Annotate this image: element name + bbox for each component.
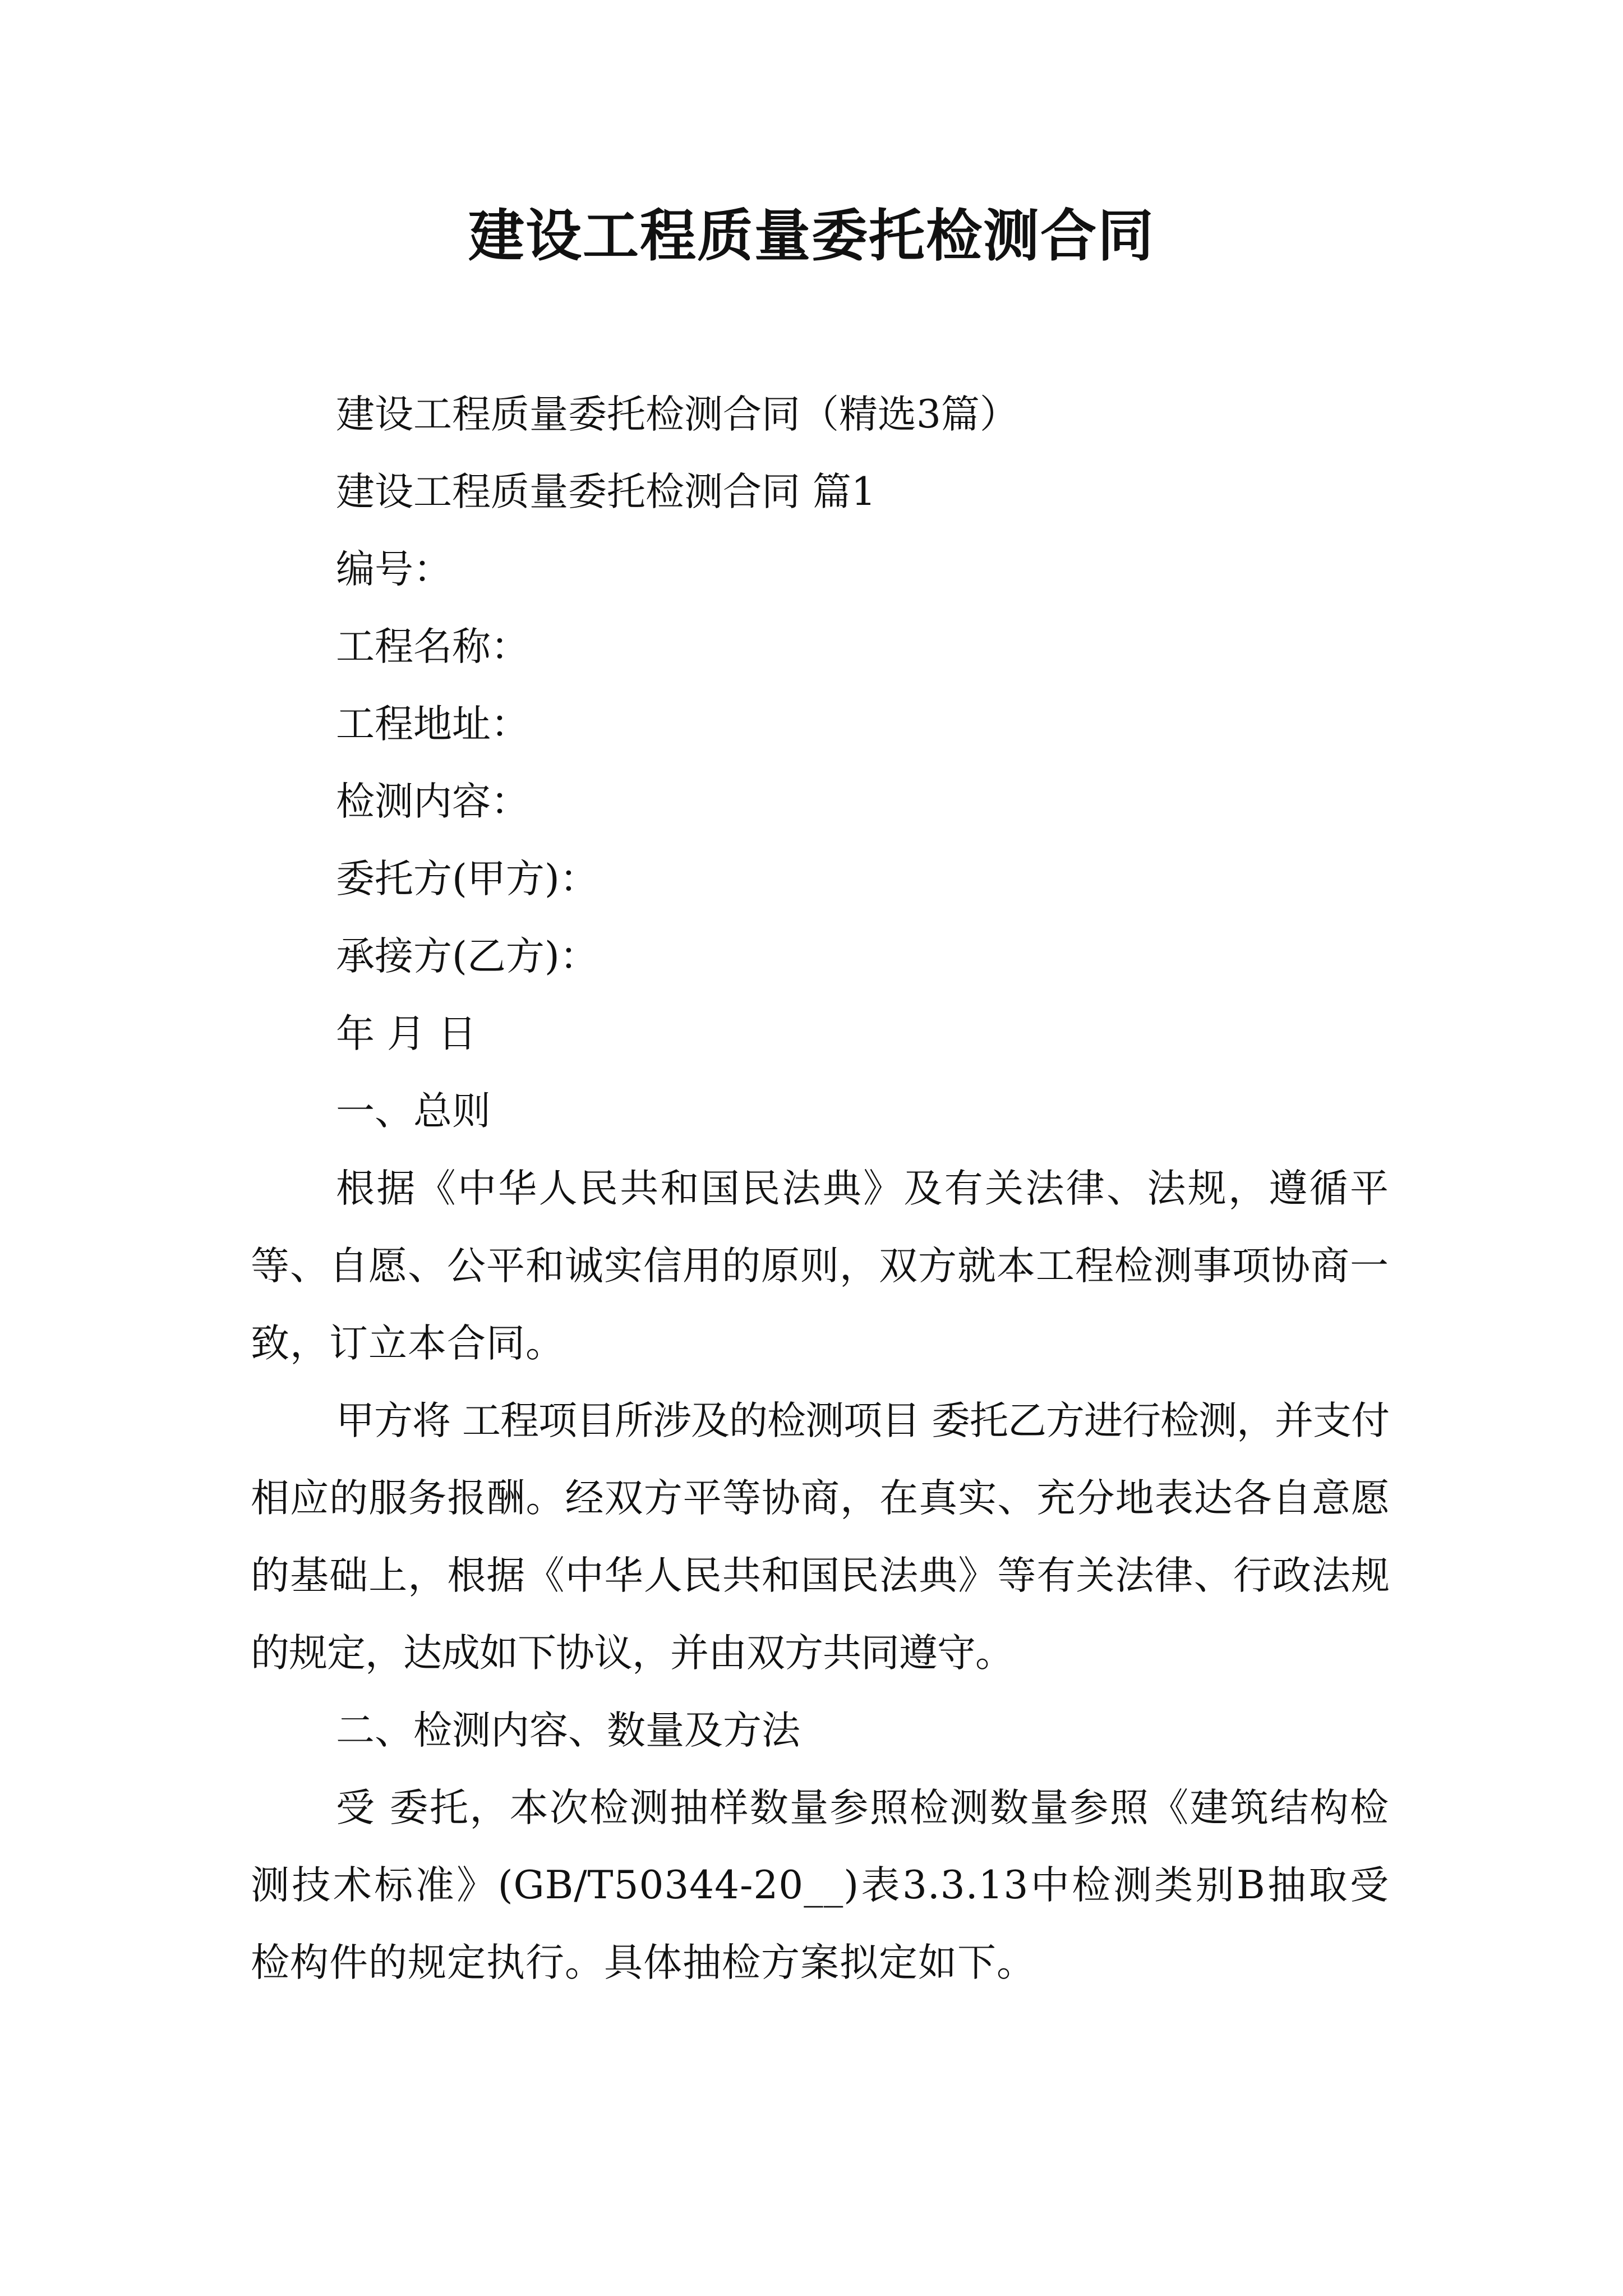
field-party-b: 承接方(乙方)： — [336, 934, 598, 979]
paragraph-entrustment: 甲方将 工程项目所涉及的检测项目 委托乙方进行检测，并支付相应的服务报酬。经双方平等协商，在真实、充分地表达各自意愿的基础上，根据《中华人民共和国民法典》等有关法律、行政法规的规定，达成如下协议，并由双方共同遵守。 — [251, 1398, 1389, 1676]
field-project-address: 工程地址： — [336, 702, 529, 747]
field-test-content: 检测内容： — [336, 779, 529, 824]
section-2-heading: 二、检测内容、数量及方法 — [336, 1708, 800, 1753]
subtitle-line: 建设工程质量委托检测合同（精选3篇） — [336, 392, 1018, 437]
field-project-name: 工程名称： — [336, 624, 529, 669]
field-number: 编号： — [336, 547, 452, 592]
field-date: 年 月 日 — [336, 1011, 477, 1056]
paragraph-general-principles: 根据《中华人民共和国民法典》及有关法律、法规，遵循平等、自愿、公平和诚实信用的原则，双方就本工程检测事项协商一致，订立本合同。 — [251, 1166, 1389, 1366]
document-title: 建设工程质量委托检测合同 — [468, 203, 1155, 269]
section-1-heading: 一、总则 — [336, 1089, 491, 1134]
document-body — [251, 376, 1389, 2001]
field-party-a: 委托方(甲方)： — [336, 857, 598, 901]
part-heading: 建设工程质量委托检测合同 篇1 — [336, 470, 876, 514]
paragraph-sampling: 受 委托，本次检测抽样数量参照检测数量参照《建筑结构检测技术标准》(GB/T50344-20__)表3.3.13中检测类别B抽取受检构件的规定执行。具体抽检方案拟定如下。 — [251, 1786, 1389, 1985]
